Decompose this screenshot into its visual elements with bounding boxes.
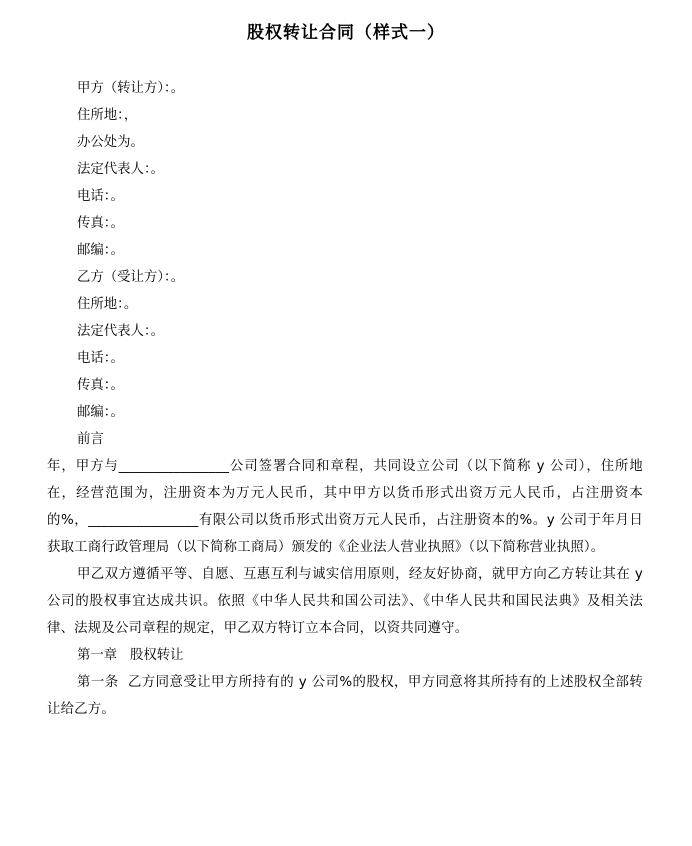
party-a-address: 住所地：， (77, 108, 138, 123)
preface-paragraph-2: 甲乙双方遵循平等、自愿、互惠互利与诚实信用原则，经友好协商，就甲方向乙方转让其在 y 公司的股权事宜达成共识。依照《中华人民共和国公司法》、《中华人民共和国民法典》及相关法律、法规及公司章程的规定，甲乙双方特订立本合同，以资共同遵守。 (47, 567, 643, 636)
party-b-address: 住所地：。 (77, 297, 138, 312)
party-a-postcode: 邮编：。 (77, 243, 124, 258)
party-b-postcode: 邮编：。 (77, 405, 124, 420)
party-a-heading: 甲方（转让方）：。 (77, 81, 185, 96)
preface-paragraph-1: 年，甲方与________________公司签署合同和章程，共同设立公司（以下简称 y 公司），住所地在，经营范围为，注册资本为万元人民币，其中甲方以货币形式出资万元人民币，占注册资本的%，________________有限公司以货币形式出资万元人民币，占注册资本的%。y 公司于年月日获取工商行政管理局（以下简称工商局）颁发的《企业法人营业执照》（以下简称营业执照）。 (47, 459, 643, 555)
contract-body (47, 75, 643, 723)
party-b-legal-rep: 法定代表人：。 (77, 324, 165, 339)
party-a-fax: 传真：。 (77, 216, 124, 231)
article-1: 第一条 乙方同意受让甲方所持有的 y 公司%的股权，甲方同意将其所持有的上述股权全部转让给乙方。 (47, 675, 643, 717)
party-a-legal-rep: 法定代表人：。 (77, 162, 165, 177)
document-title: 股权转让合同（样式一） (247, 23, 445, 43)
party-a-office: 办公处为。 (77, 135, 144, 150)
party-a-phone: 电话：。 (77, 189, 124, 204)
preface-heading: 前言 (77, 432, 104, 447)
party-b-fax: 传真：。 (77, 378, 124, 393)
chapter-1-heading: 第一章 股权转让 (77, 648, 184, 663)
party-b-phone: 电话：。 (77, 351, 124, 366)
party-b-heading: 乙方（受让方）：。 (77, 270, 185, 285)
